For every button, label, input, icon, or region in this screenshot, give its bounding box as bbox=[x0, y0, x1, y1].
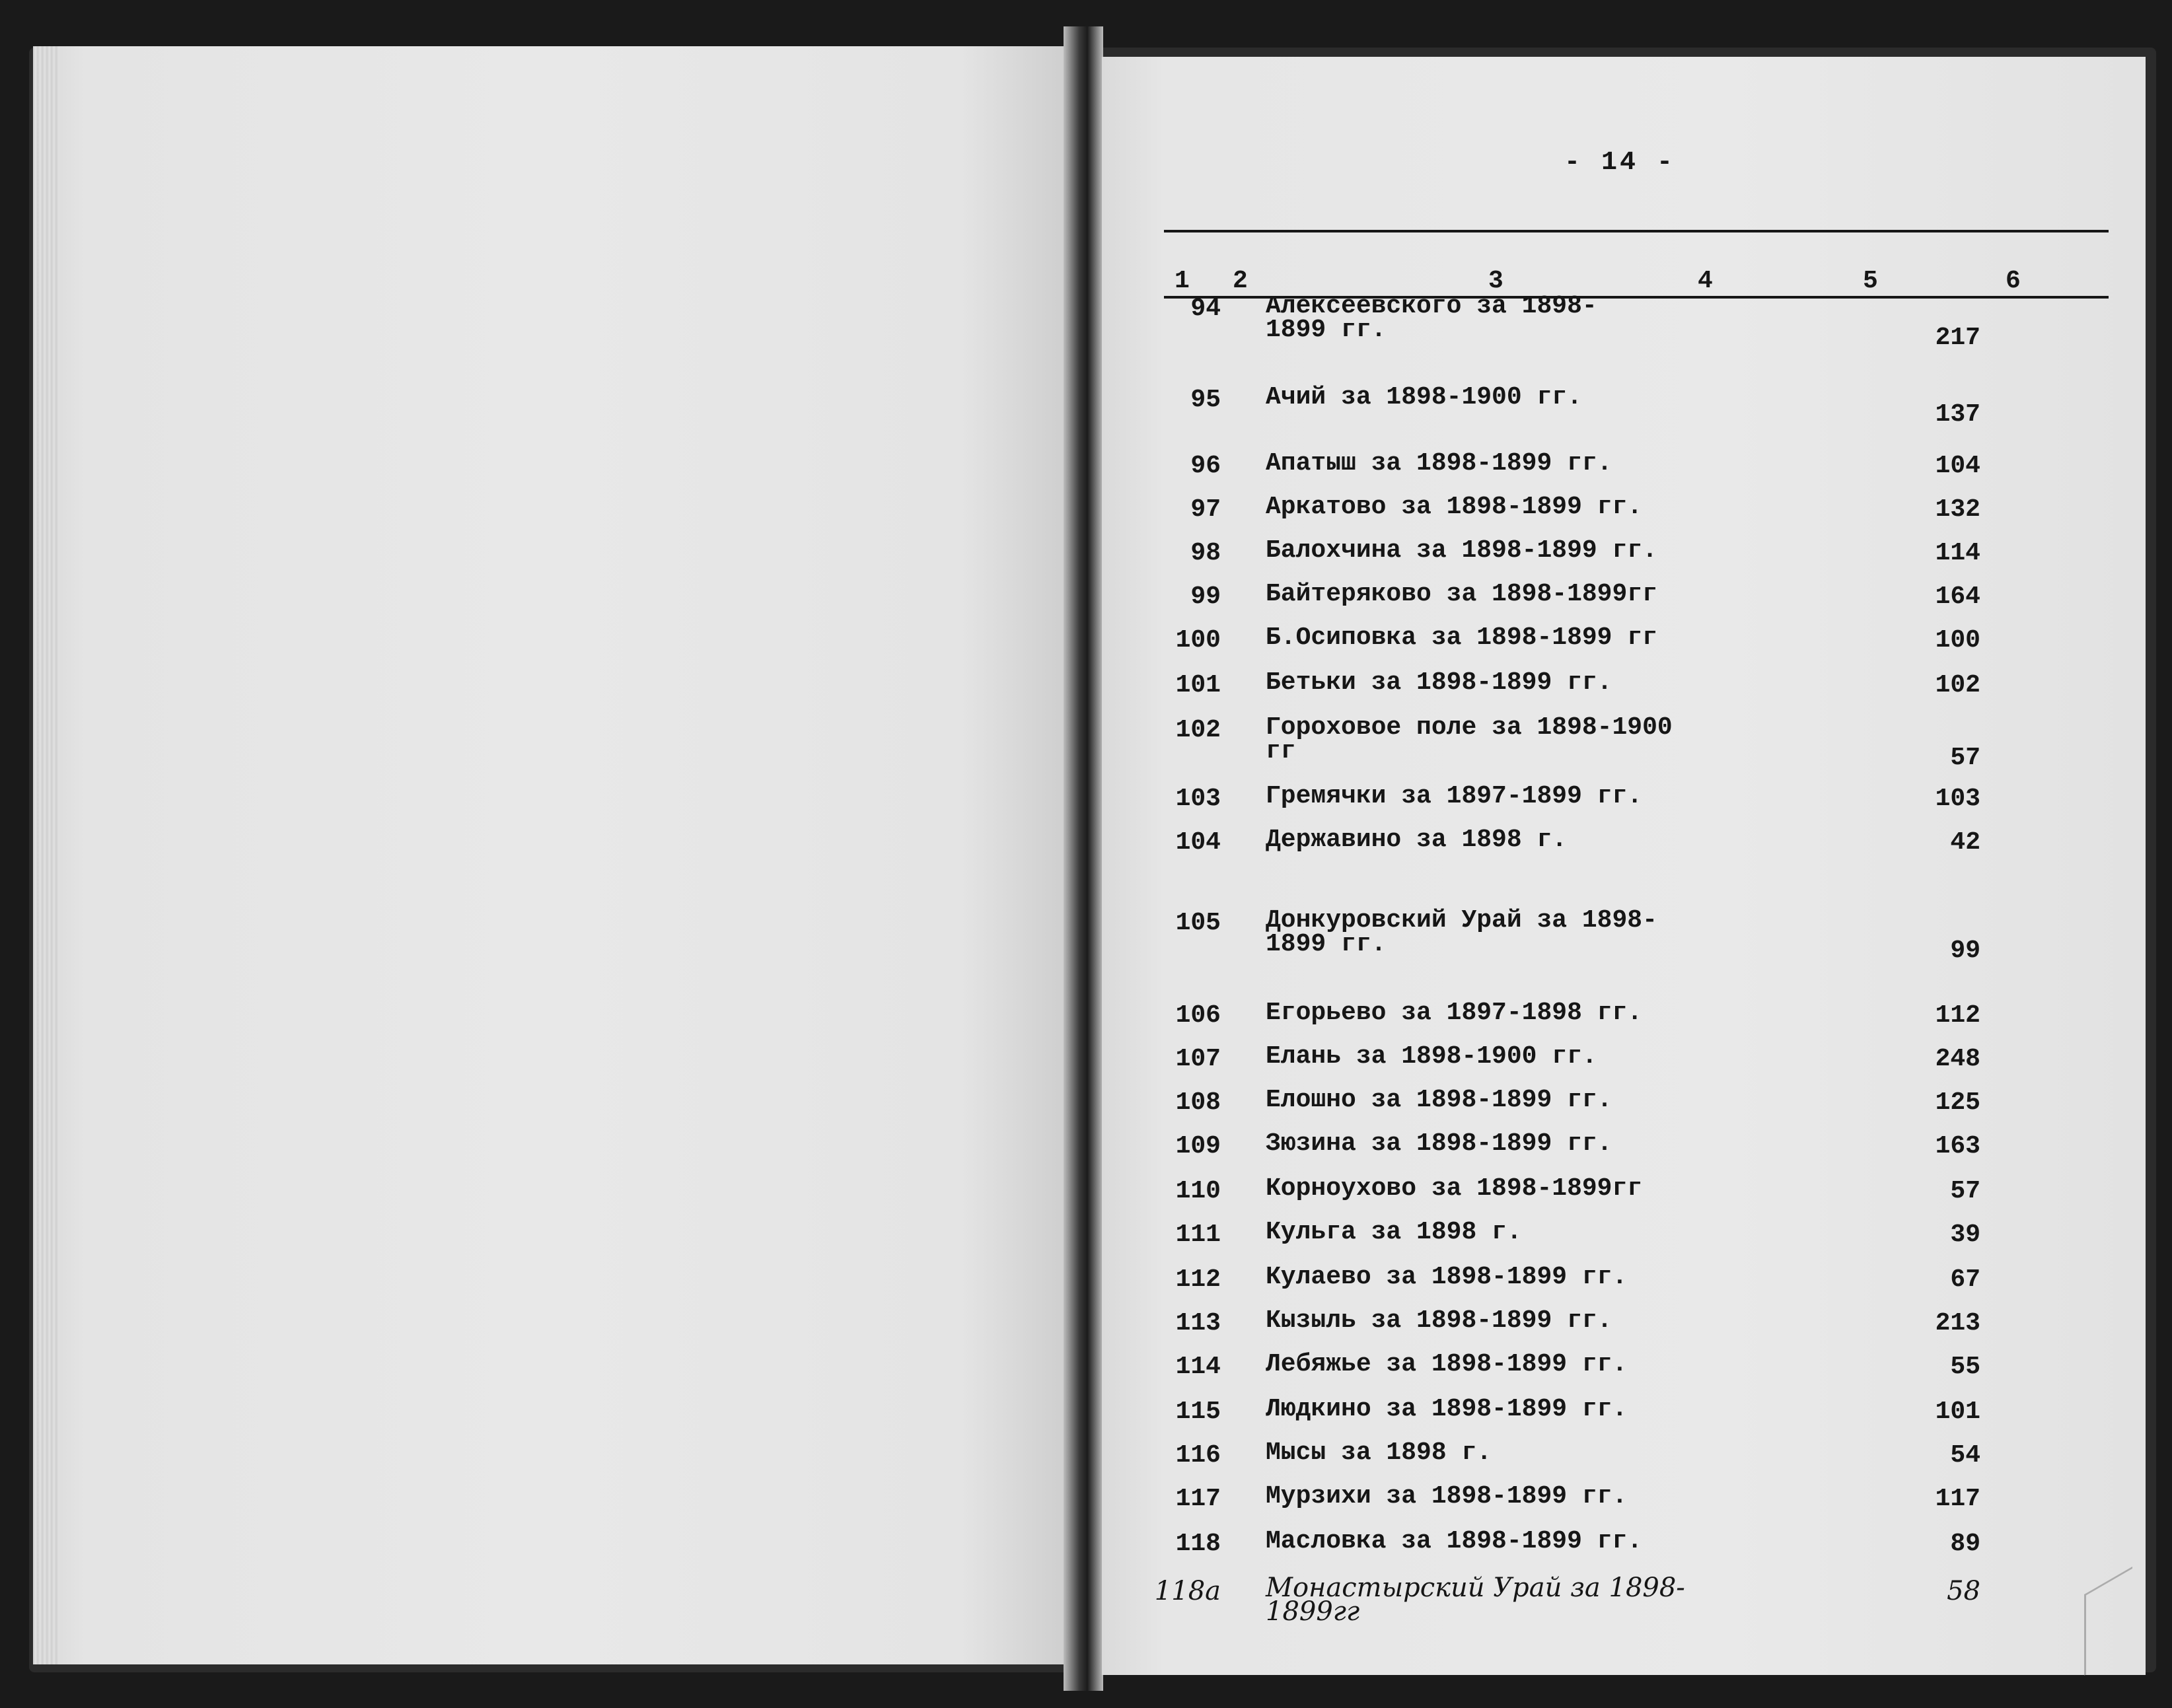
row-count: 67 bbox=[1950, 1265, 1980, 1294]
row-number: 108 bbox=[1175, 1088, 1221, 1117]
row-count: 117 bbox=[1935, 1485, 1980, 1513]
row-title: Лебяжье за 1898-1899 гг. bbox=[1266, 1350, 1628, 1378]
row-count: 125 bbox=[1935, 1088, 1980, 1117]
row-count: 248 bbox=[1935, 1045, 1980, 1073]
row-title: Монастырский Урай за 1898-1899гг bbox=[1266, 1573, 1685, 1627]
page-stack-edge bbox=[33, 46, 59, 1664]
row-count: 163 bbox=[1935, 1132, 1980, 1160]
row-title: Донкуровский Урай за 1898- 1899 гг. bbox=[1266, 906, 1657, 958]
row-number: 101 bbox=[1175, 671, 1221, 699]
right-page bbox=[1102, 57, 2146, 1675]
row-title: Зюзина за 1898-1899 гг. bbox=[1266, 1129, 1612, 1158]
row-title: Елань за 1898-1900 гг. bbox=[1266, 1042, 1597, 1071]
row-count: 100 bbox=[1935, 626, 1980, 655]
row-number: 98 bbox=[1190, 539, 1221, 567]
row-title: Корноухово за 1898-1899гг bbox=[1266, 1174, 1643, 1203]
row-count: 132 bbox=[1935, 495, 1980, 524]
row-number: 109 bbox=[1175, 1132, 1221, 1160]
row-count: 57 bbox=[1950, 1177, 1980, 1205]
row-number: 103 bbox=[1175, 785, 1221, 813]
row-number: 97 bbox=[1190, 495, 1221, 524]
row-count: 102 bbox=[1935, 671, 1980, 699]
row-number: 104 bbox=[1175, 828, 1221, 857]
row-title: Аркатово за 1898-1899 гг. bbox=[1266, 493, 1643, 521]
page-number: - 14 - bbox=[1564, 148, 1676, 178]
row-title: Алексеевского за 1898- 1899 гг. bbox=[1266, 292, 1597, 344]
row-count: 42 bbox=[1950, 828, 1980, 857]
row-title: Байтеряково за 1898-1899гг bbox=[1266, 580, 1657, 608]
column-header-2: 2 bbox=[1233, 267, 1248, 295]
column-header-3: 3 bbox=[1488, 267, 1503, 295]
row-title: Масловка за 1898-1899 гг. bbox=[1266, 1527, 1643, 1555]
row-count: 58 bbox=[1947, 1576, 1980, 1606]
row-number: 112 bbox=[1175, 1265, 1221, 1294]
row-count: 57 bbox=[1950, 744, 1980, 772]
row-title: Мурзихи за 1898-1899 гг. bbox=[1266, 1482, 1628, 1511]
row-number: 106 bbox=[1175, 1001, 1221, 1030]
row-count: 89 bbox=[1950, 1530, 1980, 1558]
row-count: 55 bbox=[1950, 1353, 1980, 1381]
row-count: 112 bbox=[1935, 1001, 1980, 1030]
row-number: 116 bbox=[1175, 1441, 1221, 1470]
row-count: 213 bbox=[1935, 1309, 1980, 1337]
row-count: 54 bbox=[1950, 1441, 1980, 1470]
row-number: 100 bbox=[1175, 626, 1221, 655]
row-number: 95 bbox=[1190, 386, 1221, 414]
row-title: Кульга за 1898 г. bbox=[1266, 1218, 1522, 1246]
row-title: Кулаево за 1898-1899 гг. bbox=[1266, 1263, 1628, 1291]
row-number: 96 bbox=[1190, 452, 1221, 480]
row-title: Гремячки за 1897-1899 гг. bbox=[1266, 782, 1643, 810]
row-count: 103 bbox=[1935, 785, 1980, 813]
row-count: 137 bbox=[1935, 400, 1980, 429]
row-number: 111 bbox=[1175, 1221, 1221, 1249]
row-title: Елошно за 1898-1899 гг. bbox=[1266, 1086, 1612, 1114]
book-gutter bbox=[1064, 26, 1103, 1691]
row-count: 101 bbox=[1935, 1398, 1980, 1426]
column-header-5: 5 bbox=[1863, 267, 1878, 295]
column-header-1: 1 bbox=[1175, 267, 1190, 295]
row-number: 114 bbox=[1175, 1353, 1221, 1381]
row-count: 164 bbox=[1935, 583, 1980, 611]
row-number: 107 bbox=[1175, 1045, 1221, 1073]
row-number: 117 bbox=[1175, 1485, 1221, 1513]
row-number: 113 bbox=[1175, 1309, 1221, 1337]
row-title: Державино за 1898 г. bbox=[1266, 826, 1568, 854]
row-count: 99 bbox=[1950, 937, 1980, 965]
row-count: 104 bbox=[1935, 452, 1980, 480]
column-header-6: 6 bbox=[2006, 267, 2021, 295]
column-header-4: 4 bbox=[1698, 267, 1713, 295]
row-number: 94 bbox=[1190, 295, 1221, 323]
row-count: 217 bbox=[1935, 324, 1980, 352]
row-number: 118а bbox=[1154, 1576, 1221, 1606]
row-title: Мысы за 1898 г. bbox=[1266, 1439, 1492, 1467]
left-page-blank bbox=[33, 46, 1064, 1664]
row-number: 118 bbox=[1175, 1530, 1221, 1558]
row-count: 39 bbox=[1950, 1221, 1980, 1249]
row-title: Ачий за 1898-1900 гг. bbox=[1266, 383, 1582, 411]
row-title: Егорьево за 1897-1898 гг. bbox=[1266, 999, 1643, 1027]
row-title: Гороховое поле за 1898-1900 гг bbox=[1266, 713, 1673, 765]
row-title: Апатыш за 1898-1899 гг. bbox=[1266, 449, 1612, 478]
row-number: 99 bbox=[1190, 583, 1221, 611]
row-number: 110 bbox=[1175, 1177, 1221, 1205]
table-top-rule bbox=[1164, 230, 2109, 232]
row-title: Б.Осиповка за 1898-1899 гг bbox=[1266, 623, 1657, 652]
row-count: 114 bbox=[1935, 539, 1980, 567]
row-title: Людкино за 1898-1899 гг. bbox=[1266, 1395, 1628, 1423]
row-title: Бетьки за 1898-1899 гг. bbox=[1266, 668, 1612, 697]
row-number: 102 bbox=[1175, 716, 1221, 744]
row-number: 115 bbox=[1175, 1398, 1221, 1426]
row-title: Балохчина за 1898-1899 гг. bbox=[1266, 536, 1657, 565]
row-number: 105 bbox=[1175, 909, 1221, 937]
corner-fold bbox=[2084, 1567, 2132, 1676]
row-title: Кызыль за 1898-1899 гг. bbox=[1266, 1306, 1612, 1335]
